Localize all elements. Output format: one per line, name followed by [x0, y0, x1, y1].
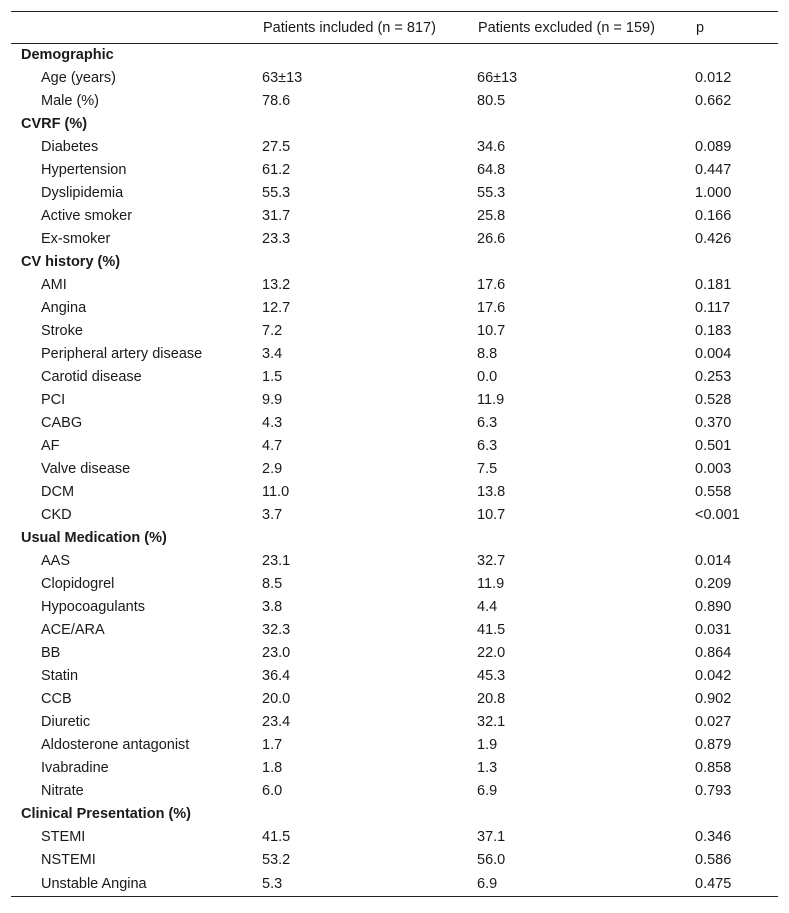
p-value: 0.181: [695, 277, 732, 293]
included-value: 6.0: [262, 783, 283, 799]
included-value: 1.8: [262, 760, 283, 776]
included-value: 55.3: [262, 185, 291, 201]
table-row: [11, 297, 778, 320]
excluded-value: 6.3: [477, 415, 498, 431]
p-value: 0.004: [695, 346, 732, 362]
p-value: 1.000: [695, 185, 732, 201]
table-row: [11, 872, 778, 897]
included-value: 13.2: [262, 277, 291, 293]
included-value: 32.3: [262, 622, 291, 638]
p-value: <0.001: [695, 507, 740, 523]
table-row: [11, 389, 778, 412]
row-label: Unstable Angina: [11, 872, 262, 897]
excluded-value: 4.4: [477, 599, 498, 615]
row-label: Hypertension: [41, 162, 127, 178]
row-label: STEMI: [41, 829, 86, 845]
p-value: 0.117: [695, 300, 731, 316]
table-row: [11, 343, 778, 366]
included-value: 11.0: [262, 484, 290, 500]
included-value: 12.7: [262, 300, 291, 316]
excluded-value: 22.0: [477, 645, 506, 661]
table-row: [11, 826, 778, 849]
row-label: NSTEMI: [41, 852, 96, 868]
included-value: 4.7: [262, 438, 283, 454]
excluded-value: 1.9: [477, 737, 498, 753]
table-row: [11, 228, 778, 251]
excluded-value: 6.9: [477, 872, 695, 897]
included-value: 36.4: [262, 668, 291, 684]
included-value: 3.8: [262, 599, 283, 615]
excluded-value: 56.0: [477, 852, 506, 868]
row-label: CKD: [41, 507, 72, 523]
p-value: 0.209: [695, 576, 732, 592]
row-label: Stroke: [41, 323, 83, 339]
p-value: 0.558: [695, 484, 732, 500]
section-header-row: [11, 527, 778, 550]
patient-characteristics-table: [11, 11, 778, 897]
row-label: Male (%): [41, 93, 100, 109]
header-excluded: Patients excluded (n = 159): [477, 12, 695, 44]
excluded-value: 64.8: [477, 162, 506, 178]
table-row: [11, 780, 778, 803]
row-label: ACE/ARA: [41, 622, 105, 638]
table-row: [11, 757, 778, 780]
row-label: AMI: [41, 277, 67, 293]
header-p-value: p: [695, 12, 778, 44]
section-header-row: [11, 803, 778, 826]
table-row: [11, 90, 778, 113]
excluded-value: 0.0: [477, 369, 498, 385]
p-value: 0.528: [695, 392, 732, 408]
row-label: Aldosterone antagonist: [41, 737, 190, 753]
excluded-value: 10.7: [477, 507, 506, 523]
excluded-value: 80.5: [477, 93, 506, 109]
p-value: 0.586: [695, 852, 732, 868]
excluded-value: 66±13: [477, 70, 518, 86]
included-value: 63±13: [262, 70, 303, 86]
included-value: 4.3: [262, 415, 283, 431]
included-value: 31.7: [262, 208, 291, 224]
p-value: 0.475: [695, 872, 778, 897]
header-row: [11, 12, 778, 44]
p-value: 0.858: [695, 760, 732, 776]
row-label: Ivabradine: [41, 760, 109, 776]
excluded-value: 17.6: [477, 300, 506, 316]
excluded-value: 26.6: [477, 231, 506, 247]
row-label: CABG: [41, 415, 83, 431]
table-row: [11, 320, 778, 343]
p-value: 0.447: [695, 162, 732, 178]
table-body: [11, 44, 778, 897]
row-label: Valve disease: [41, 461, 131, 477]
header-included: Patients included (n = 817): [262, 12, 477, 44]
table-row: [11, 504, 778, 527]
excluded-value: 55.3: [477, 185, 506, 201]
row-label: Statin: [41, 668, 79, 684]
excluded-value: 6.3: [477, 438, 498, 454]
included-value: 61.2: [262, 162, 291, 178]
table-row: [11, 688, 778, 711]
p-value: 0.012: [695, 70, 732, 86]
included-value: 1.7: [262, 737, 283, 753]
row-label: DCM: [41, 484, 75, 500]
p-value: 0.089: [695, 139, 732, 155]
p-value: 0.253: [695, 369, 732, 385]
included-value: 7.2: [262, 323, 283, 339]
table-row: [11, 412, 778, 435]
included-value: 41.5: [262, 829, 291, 845]
section-label: Clinical Presentation (%): [21, 806, 192, 822]
table-row: [11, 159, 778, 182]
included-value: 23.4: [262, 714, 291, 730]
table-row: [11, 481, 778, 504]
included-value: 53.2: [262, 852, 291, 868]
excluded-value: 7.5: [477, 461, 498, 477]
excluded-value: 32.7: [477, 553, 506, 569]
p-value: 0.879: [695, 737, 732, 753]
table-row: [11, 596, 778, 619]
excluded-value: 13.8: [477, 484, 506, 500]
p-value: 0.501: [695, 438, 732, 454]
section-header-row: [11, 251, 778, 274]
included-value: 8.5: [262, 576, 283, 592]
table-row: [11, 642, 778, 665]
row-label: Ex-smoker: [41, 231, 111, 247]
section-label: Usual Medication (%): [21, 530, 167, 546]
section-label: Demographic: [21, 47, 114, 64]
p-value: 0.031: [695, 622, 732, 638]
table-row: [11, 435, 778, 458]
table-row: [11, 550, 778, 573]
excluded-value: 45.3: [477, 668, 506, 684]
section-label: CVRF (%): [21, 116, 88, 132]
included-value: 23.1: [262, 553, 291, 569]
included-value: 5.3: [262, 872, 477, 897]
excluded-value: 11.9: [477, 392, 505, 408]
header-empty: [11, 12, 262, 44]
p-value: 0.027: [695, 714, 732, 730]
table-row: [11, 711, 778, 734]
table-row: [11, 734, 778, 757]
included-value: 2.9: [262, 461, 283, 477]
row-label: Age (years): [41, 70, 116, 86]
p-value: 0.662: [695, 93, 732, 109]
table-header: [11, 12, 778, 44]
p-value: 0.003: [695, 461, 732, 477]
table-row: [11, 182, 778, 205]
row-label: Angina: [41, 300, 87, 316]
row-label: Nitrate: [41, 783, 84, 799]
p-value: 0.183: [695, 323, 732, 339]
row-label: CCB: [41, 691, 72, 707]
excluded-value: 1.3: [477, 760, 498, 776]
section-header-row: [11, 113, 778, 136]
excluded-value: 8.8: [477, 346, 498, 362]
row-label: BB: [41, 645, 61, 661]
table-row: [11, 366, 778, 389]
excluded-value: 41.5: [477, 622, 506, 638]
excluded-value: 20.8: [477, 691, 506, 707]
included-value: 78.6: [262, 93, 291, 109]
row-label: Dyslipidemia: [41, 185, 124, 201]
p-value: 0.370: [695, 415, 732, 431]
table-row: [11, 136, 778, 159]
included-value: 3.4: [262, 346, 283, 362]
section-header-row: [11, 44, 778, 67]
included-value: 1.5: [262, 369, 283, 385]
table-row: [11, 665, 778, 688]
p-value: 0.166: [695, 208, 732, 224]
p-value: 0.890: [695, 599, 732, 615]
row-label: Hypocoagulants: [41, 599, 145, 615]
excluded-value: 10.7: [477, 323, 506, 339]
table-row: [11, 67, 778, 90]
excluded-value: 34.6: [477, 139, 506, 155]
p-value: 0.793: [695, 783, 732, 799]
included-value: 23.0: [262, 645, 291, 661]
p-value: 0.426: [695, 231, 732, 247]
row-label: Diabetes: [41, 139, 99, 155]
included-value: 20.0: [262, 691, 291, 707]
row-label: Carotid disease: [41, 369, 142, 385]
excluded-value: 32.1: [477, 714, 506, 730]
excluded-value: 37.1: [477, 829, 506, 845]
table-row: [11, 274, 778, 297]
section-label: CV history (%): [21, 254, 121, 270]
table-row: [11, 205, 778, 228]
p-value: 0.864: [695, 645, 732, 661]
p-value: 0.346: [695, 829, 732, 845]
table-row: [11, 619, 778, 642]
included-value: 27.5: [262, 139, 291, 155]
included-value: 23.3: [262, 231, 291, 247]
p-value: 0.042: [695, 668, 732, 684]
row-label: Active smoker: [41, 208, 133, 224]
table-container: [11, 11, 778, 897]
excluded-value: 17.6: [477, 277, 506, 293]
included-value: 3.7: [262, 507, 283, 523]
row-label: Clopidogrel: [41, 576, 115, 592]
excluded-value: 6.9: [477, 783, 498, 799]
table-row: [11, 573, 778, 596]
excluded-value: 11.9: [477, 576, 505, 592]
row-label: Peripheral artery disease: [41, 346, 203, 362]
excluded-value: 25.8: [477, 208, 506, 224]
p-value: 0.014: [695, 553, 732, 569]
row-label: AAS: [41, 553, 71, 569]
table-row: [11, 458, 778, 481]
row-label: Diuretic: [41, 714, 91, 730]
row-label: AF: [41, 438, 60, 454]
row-label: PCI: [41, 392, 66, 408]
included-value: 9.9: [262, 392, 283, 408]
table-row: [11, 849, 778, 872]
p-value: 0.902: [695, 691, 732, 707]
